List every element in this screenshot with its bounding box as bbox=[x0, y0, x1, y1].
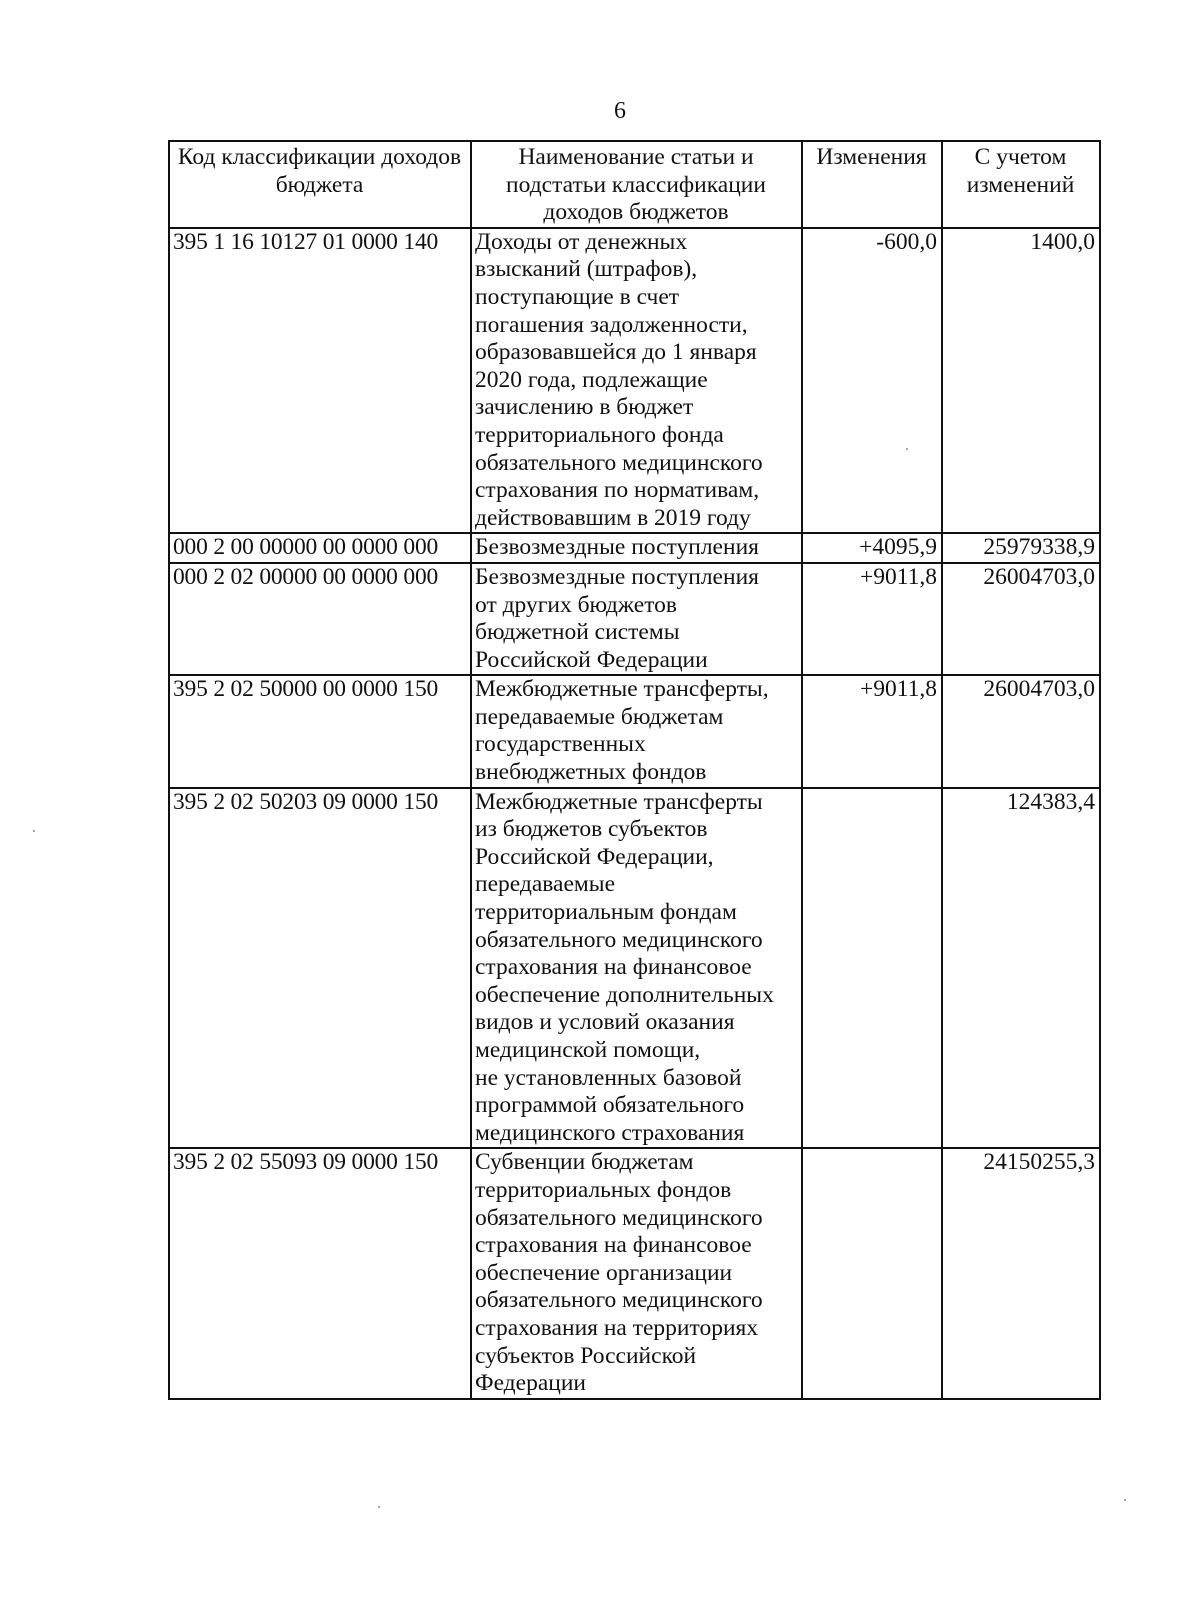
row-total: 26004703,0 bbox=[942, 675, 1100, 787]
row-change: -600,0 bbox=[802, 228, 942, 534]
row-total: 124383,4 bbox=[942, 788, 1100, 1149]
row-change: +9011,8 bbox=[802, 563, 942, 675]
row-code: 395 2 02 55093 09 0000 150 bbox=[169, 1148, 471, 1398]
row-total: 26004703,0 bbox=[942, 563, 1100, 675]
row-total: 24150255,3 bbox=[942, 1148, 1100, 1398]
row-name: Межбюджетные трансферты из бюджетов субъектов Российской Федерации, передаваемые территориальным фондам обязательного медицинского страхования на финансовое обеспечение дополнительных видов и условий оказания медицинской помощи, не установленных базовой программой обязательного медицинского страхования bbox=[471, 788, 802, 1149]
row-name: Субвенции бюджетам территориальных фондов обязательного медицинского страхования на финансовое обеспечение организации обязательного медицинского страхования на территориях субъектов Российской Федерации bbox=[471, 1148, 802, 1398]
table-header-row bbox=[169, 141, 1100, 228]
scan-speck bbox=[33, 830, 35, 832]
row-total: 1400,0 bbox=[942, 228, 1100, 534]
row-code: 395 1 16 10127 01 0000 140 bbox=[169, 228, 471, 534]
row-name: Доходы от денежных взысканий (штрафов), поступающие в счет погашения задолженности, образовавшейся до 1 января 2020 года, подлежащие зачислению в бюджет территориального фонда обязательного медицинского страхования по нормативам, действовавшим в 2019 году bbox=[471, 228, 802, 534]
row-name: Межбюджетные трансферты, передаваемые бюджетам государственных внебюджетных фондов bbox=[471, 675, 802, 787]
page-number: 6 bbox=[614, 98, 626, 124]
table-row bbox=[169, 563, 1100, 675]
row-change bbox=[802, 1148, 942, 1398]
budget-revenue-table bbox=[168, 140, 1101, 1400]
scan-speck bbox=[378, 1506, 380, 1508]
row-change bbox=[802, 788, 942, 1149]
row-change: +9011,8 bbox=[802, 675, 942, 787]
header-total: С учетом изменений bbox=[942, 141, 1100, 228]
row-name: Безвозмездные поступления bbox=[471, 533, 802, 563]
table-row bbox=[169, 788, 1100, 1149]
header-code: Код классификации доходов бюджета bbox=[169, 141, 471, 228]
table-row bbox=[169, 675, 1100, 787]
header-name: Наименование статьи и подстатьи классификации доходов бюджетов bbox=[471, 141, 802, 228]
row-code: 395 2 02 50000 00 0000 150 bbox=[169, 675, 471, 787]
row-code: 000 2 00 00000 00 0000 000 bbox=[169, 533, 471, 563]
table-row bbox=[169, 228, 1100, 534]
row-code: 395 2 02 50203 09 0000 150 bbox=[169, 788, 471, 1149]
scan-speck bbox=[906, 448, 908, 450]
row-change: +4095,9 bbox=[802, 533, 942, 563]
row-total: 25979338,9 bbox=[942, 533, 1100, 563]
header-change: Изменения bbox=[802, 141, 942, 228]
row-code: 000 2 02 00000 00 0000 000 bbox=[169, 563, 471, 675]
scan-speck bbox=[1124, 1499, 1126, 1501]
table-row bbox=[169, 1148, 1100, 1398]
row-name: Безвозмездные поступления от других бюджетов бюджетной системы Российской Федерации bbox=[471, 563, 802, 675]
table-row bbox=[169, 533, 1100, 563]
